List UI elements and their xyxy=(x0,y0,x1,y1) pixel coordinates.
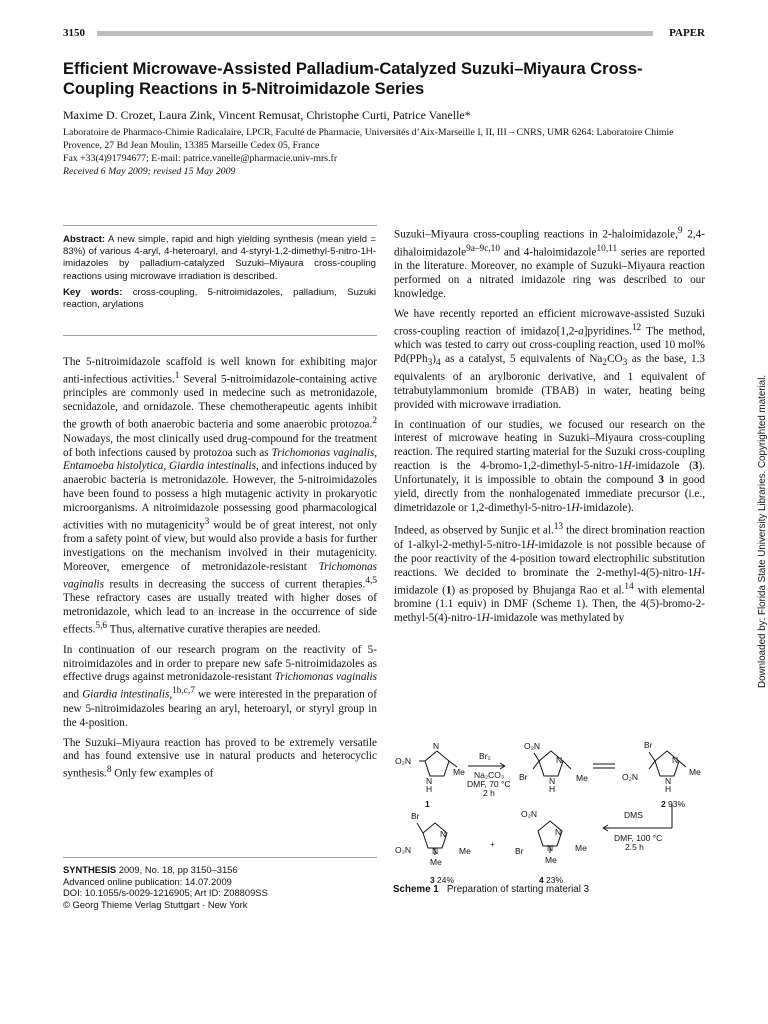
affiliation xyxy=(63,126,703,178)
doi-line: DOI: 10.1055/s-0029-1216905; Art ID: Z08809SS xyxy=(63,887,268,898)
abstract-label: Abstract: xyxy=(63,234,106,245)
reagent-label: DMF, 70 °C xyxy=(467,779,511,789)
nitro-bond xyxy=(534,753,539,761)
body-column-left xyxy=(63,356,377,788)
label-me: Me xyxy=(453,767,465,777)
label-br: Br xyxy=(519,772,528,782)
label-no2: O₂N xyxy=(395,845,412,855)
label-n: N xyxy=(432,846,439,856)
compound-4-yield: 23% xyxy=(546,875,564,885)
methyl-bond xyxy=(679,761,686,767)
keywords-text: cross-coupling, 5-nitroimidazoles, palladium, Suzuki reaction, arylations xyxy=(63,286,376,311)
affiliation-address: Laboratoire de Pharmaco-Chimie Radicalaire, LPCR, Faculté de Pharmacie, Universités d’Aix-Marseille I, II, III – CNRS, UMR 6264: Laboratoire Chimie Provence, 27 Bd Jean Moulin, 13385 Marseille Cedex 05, France xyxy=(63,127,674,151)
body-paragraph: In continuation of our research program on the reactivity of 5-nitroimidazoles and in order to prepare new safe 5-nitroimidazoles as effective drugs against metronidazole-resistant Trichomonas vaginalis and Giardia intestinalis,$^{1b,c,7}$ we were interested in the preparation of new 5-nitroimidazoles bearing an aryl, heteroaryl, or styryl group in the 4-position. xyxy=(63,643,378,729)
nitro-bond xyxy=(649,761,655,769)
reagent-label: 2 h xyxy=(483,788,495,798)
label-n: N xyxy=(547,843,554,853)
header-rule xyxy=(97,31,653,36)
abstract-bottom-rule xyxy=(63,335,377,336)
keywords-paragraph xyxy=(63,287,376,311)
label-br: Br xyxy=(411,811,420,821)
label-n: N xyxy=(556,755,563,765)
label-h: H xyxy=(549,784,556,794)
body-paragraph: We have recently reported an efficient microwave-assisted Suzuki cross-coupling reaction of imidazo[1,2-a]pyridines.$^{12}$ The method, which was tested to carry out cross-coupling reaction, used 10 mol% $Pd(PPh_3)_4$ as a catalyst, 5 equivalents of $Na_2CO_3$ as the base, 1.3 equivalents of an arylboronic derivative, and 1 equivalent of tetrabutylammonium bromide (TBAB) in water, heating being provided with microwave irradiation. xyxy=(394,307,706,411)
compound-4-label: 4 xyxy=(539,875,544,885)
caption-text: Preparation of starting material 3 xyxy=(446,884,590,895)
bromo-bond xyxy=(649,752,655,761)
label-no2: O₂N xyxy=(622,772,639,782)
footer-block xyxy=(63,864,383,910)
label-br: Br xyxy=(644,740,653,750)
label-h: H xyxy=(665,784,672,794)
label-br: Br xyxy=(515,846,524,856)
body-column-right xyxy=(394,225,705,632)
body-paragraph: In continuation of our studies, we focused our research on the interest of microwave heating in Suzuki–Miyaura cross-coupling reaction. The required starting material for the Suzuki cross-coupling reaction is the 4-bromo-1,2-dimethyl-5-nitro-1H-imidazole (3). Unfortunately, it is impossible to obtain the compound 3 in good yield, directly from the nonhalogenated immediate precursor (i.e., dimetridazole or 1,2-dimethyl-5-nitro-1H-imidazole). xyxy=(394,418,706,514)
abstract-top-rule xyxy=(63,225,377,226)
reagent-label: DMF, 100 °C xyxy=(614,833,663,843)
section-label: PAPER xyxy=(669,27,705,39)
reaction-scheme xyxy=(393,735,705,885)
reagent-label: 2.5 h xyxy=(625,842,644,852)
label-me: Me xyxy=(459,846,471,856)
body-paragraph: The Suzuki–Miyaura reaction has proved to be extremely versatile and has found extensive use in natural products and heterocyclic synthesis.$^8$ Only few examples of xyxy=(63,736,377,780)
caption-label: Scheme 1 xyxy=(393,884,439,895)
bromo-bond xyxy=(533,761,539,769)
article-title: Efficient Microwave-Assisted Palladium-Catalyzed Suzuki–Miyaura Cross-Coupling Reactions in 5-Nitroimidazole Series xyxy=(63,60,643,98)
label-me: Me xyxy=(430,857,442,867)
author-list: Maxime D. Crozet, Laura Zink, Vincent Remusat, Christophe Curti, Patrice Vanelle* xyxy=(63,108,471,122)
ring-bond xyxy=(425,751,449,776)
compound-1-label: 1 xyxy=(425,799,430,809)
label-n: N xyxy=(555,827,562,837)
reagent-label: Na₂CO₃ xyxy=(474,770,505,780)
label-me: Me xyxy=(689,767,701,777)
label-h: H xyxy=(426,784,433,794)
label-no2: O₂N xyxy=(395,756,412,766)
label-n: N xyxy=(426,776,433,786)
online-date: Advanced online publication: 14.07.2009 xyxy=(63,875,232,887)
label-n: N xyxy=(549,776,556,786)
methyl-bond xyxy=(563,761,571,769)
footer-citation xyxy=(63,864,383,876)
bromo-bond xyxy=(417,823,423,833)
compound-2-yield: 93% xyxy=(668,799,686,809)
label-n: N xyxy=(672,755,679,765)
reagent-label: DMS xyxy=(624,810,643,820)
label-no2: O₂N xyxy=(524,741,541,751)
plus-sign: + xyxy=(490,839,495,849)
page-header xyxy=(63,27,705,43)
abstract-block xyxy=(63,234,376,315)
footer-rule xyxy=(63,857,377,858)
compound-2-label: 2 xyxy=(661,799,666,809)
keywords-label: Key words: xyxy=(63,286,123,298)
body-paragraph: Suzuki–Miyaura cross-coupling reactions in 2-haloimidazole,$^9$ 2,4-dihaloimidazole$^{9a-9c,10}$ and 4-haloimidazole$^{10,11}$ series are reported in the literature. Moreover, no example of Suzuki–Miyaura reaction performed on a nitrated imidazole ring was described to our knowledge. xyxy=(394,226,705,300)
label-n: N xyxy=(433,741,440,751)
body-paragraph: Indeed, as observed by Sunjic et al.$^{13}$ the direct bromination reaction of 1-alkyl-2-methyl-5-nitro-1H-imidazole is not possible because of the poor reactivity of the 4-position toward electrophilic substitution reactions. We decided to brominate the 2-methyl-4(5)-nitro-1H-imidazole (1) as proposed by Bhujanga Rao et al.$^{14}$ with elemental bromine (1.1 equiv) in DMF (Scheme 1). Then, the 4(5)-bromo-2-methyl-5(4)-nitro-1H-imidazole was methylated by xyxy=(394,522,706,624)
label-no2: O₂N xyxy=(521,809,538,819)
citation-details: 2009, No. 18, pp 3150–3156 xyxy=(118,864,238,875)
journal-name: SYNTHESIS xyxy=(63,864,117,875)
label-me: Me xyxy=(575,843,587,853)
label-me: Me xyxy=(545,855,557,865)
label-n: N xyxy=(665,776,672,786)
download-notice: Downloaded by: Florida State University Libraries. Copyrighted material. xyxy=(757,374,768,688)
copyright-line: © Georg Thieme Verlag Stuttgart · New York xyxy=(63,898,248,910)
scheme-caption xyxy=(393,884,705,895)
abstract-text: A new simple, rapid and high yielding synthesis (mean yield = 83%) of various 4-aryl, 4-heteroaryl, and 4-styryl-1,2-dimethyl-5-nitro-1H-imidazoles by palladium-catalyzed Suzuki–Miyaura cross-coupling reactions using microwave irradiation is described. xyxy=(63,234,376,282)
reagent-label: Br₂ xyxy=(479,751,491,761)
affiliation-contact: Fax +33(4)91794677; E-mail: patrice.vanelle@pharmacie.univ-mrs.fr xyxy=(63,153,338,164)
compound-3-yield: 24% xyxy=(437,875,455,885)
body-paragraph: The 5-nitroimidazole scaffold is well known for exhibiting major anti-infectious activities.$^1$ Several 5-nitroimidazole-containing active principles are commonly used in medecine such as metronidazole, secnidazole, and ornidazole. These chemotherapeutic agents inhibit the growth of both anaerobic bacteria and some anaerobic protozoa.$^2$ Nowadays, the most clinically used drug-compound for the treatment of both infections caused by protozoa such as Trichomonas vaginalis, Entamoeba histolytica, Giardia intestinalis, and infections induced by anaerobic bacteria is metronidazole. However, the 5-nitroimidazoles have been found to possess a high mutagenic activity in prokaryotic microorganisms. A nitroimidazole possessing good pharmacological activities with no mutagenicity$^3$ would be of great interest, not only from a safety point of view, but would also provide a basis for further investigations on the mechanism involved in their mutagenicity. Moreover, emergence of metronidazole-resistant Trichomonas vaginalis results in decreasing the success of current therapies.$^{4,5}$ These refractory cases are usually treated with higher doses of metronidazole, which lead to an increase in the occurrence of side effects.$^{5,6}$ Thus, alternative curative therapies are needed. xyxy=(63,356,377,636)
received-dates: Received 6 May 2009; revised 15 May 2009 xyxy=(63,166,236,177)
scheme-figure xyxy=(393,735,705,885)
label-me: Me xyxy=(576,773,588,783)
compound-3-label: 3 xyxy=(430,875,435,885)
abstract-paragraph xyxy=(63,234,376,283)
label-n: N xyxy=(440,829,447,839)
page-number: 3150 xyxy=(63,27,85,39)
